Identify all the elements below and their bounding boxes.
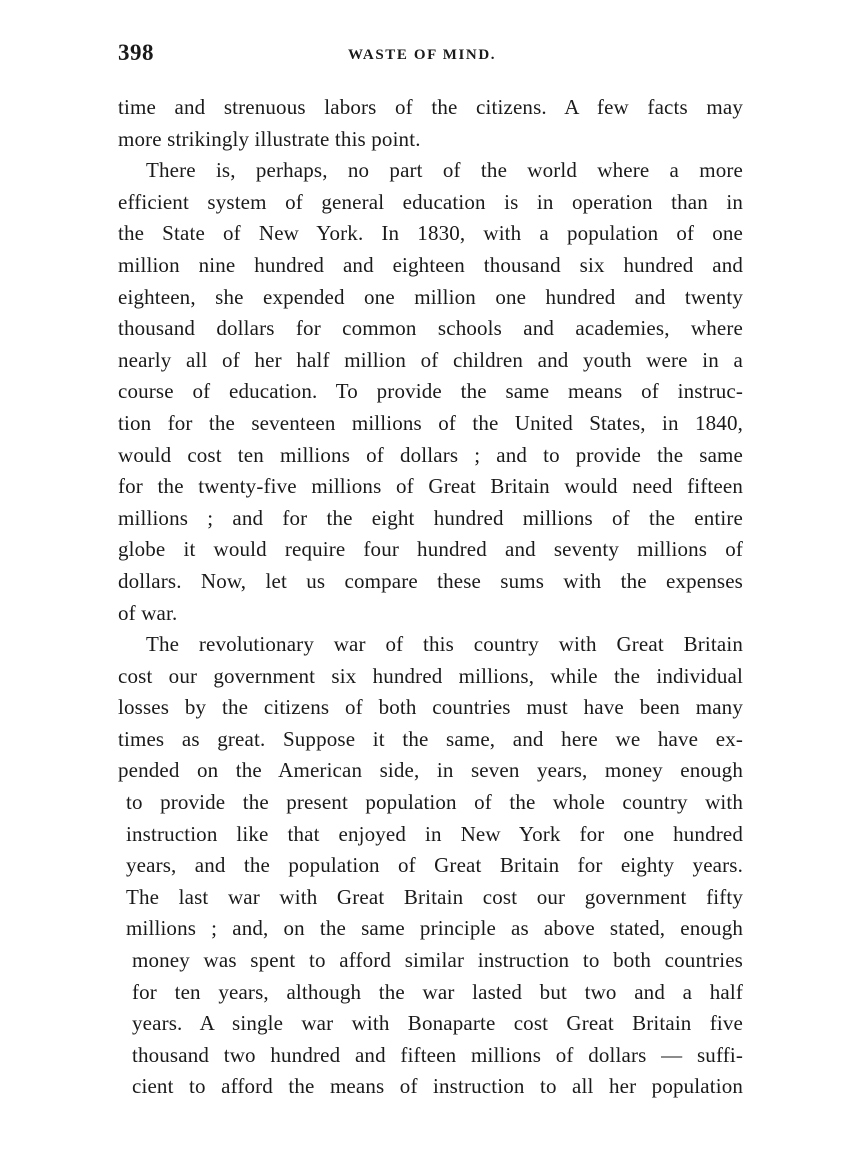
text-line: There is, perhaps, no part of the world where a more [146, 158, 743, 183]
text-line: globe it would require four hundred and seventy millions of [118, 537, 743, 562]
text-line: thousand two hundred and fifteen millions of dollars — suffi- [132, 1042, 743, 1067]
paragraph-3 [118, 629, 743, 1103]
text-line: years, and the population of Great Britain for eighty years. [126, 853, 743, 878]
page-number: 398 [118, 40, 154, 65]
text-line: more strikingly illustrate this point. [118, 126, 421, 151]
text-line: for ten years, although the war lasted but two and a half [132, 979, 743, 1004]
text-line: of war. [118, 600, 178, 625]
text-line: thousand dollars for common schools and academies, where [118, 316, 743, 341]
text-line: efficient system of general education is in operation than in [118, 189, 743, 214]
text-line: money was spent to afford similar instruction to both countries [132, 948, 743, 973]
text-line: course of education. To provide the same means of instruc- [118, 379, 743, 404]
body-text [118, 92, 743, 1103]
text-line: instruction like that enjoyed in New York for one hundred [126, 821, 743, 846]
text-line: time and strenuous labors of the citizens. A few facts may [118, 95, 743, 119]
text-line: millions ; and for the eight hundred millions of the entire [118, 505, 743, 530]
text-line: for the twenty-five millions of Great Britain would need fifteen [118, 474, 743, 499]
text-line: times as great. Suppose it the same, and here we have ex- [118, 726, 743, 751]
running-head: WASTE OF MIND. [348, 47, 497, 63]
paragraph-1 [118, 92, 743, 155]
text-line: tion for the seventeen millions of the United States, in 1840, [118, 410, 743, 435]
text-line: The revolutionary war of this country with Great Britain [146, 632, 743, 657]
text-line: the State of New York. In 1830, with a population of one [118, 221, 743, 246]
text-line: The last war with Great Britain cost our government fifty [126, 884, 743, 909]
text-line: millions ; and, on the same principle as above stated, enough [126, 916, 743, 941]
text-line: cient to afford the means of instruction to all her population [132, 1074, 743, 1099]
page-header [118, 40, 743, 70]
text-line: years. A single war with Bonaparte cost Great Britain five [132, 1011, 743, 1036]
text-line: million nine hundred and eighteen thousand six hundred and [118, 252, 743, 277]
paragraph-2 [118, 155, 743, 629]
text-line: nearly all of her half million of children and youth were in a [118, 347, 743, 372]
text-line: pended on the American side, in seven years, money enough [118, 758, 743, 783]
text-line: to provide the present population of the whole country with [126, 790, 743, 815]
text-line: eighteen, she expended one million one hundred and twenty [118, 284, 743, 309]
text-line: cost our government six hundred millions, while the individual [118, 663, 743, 688]
text-line: losses by the citizens of both countries must have been many [118, 695, 743, 720]
text-line: dollars. Now, let us compare these sums with the expenses [118, 568, 743, 593]
text-line: would cost ten millions of dollars ; and to provide the same [118, 442, 743, 467]
